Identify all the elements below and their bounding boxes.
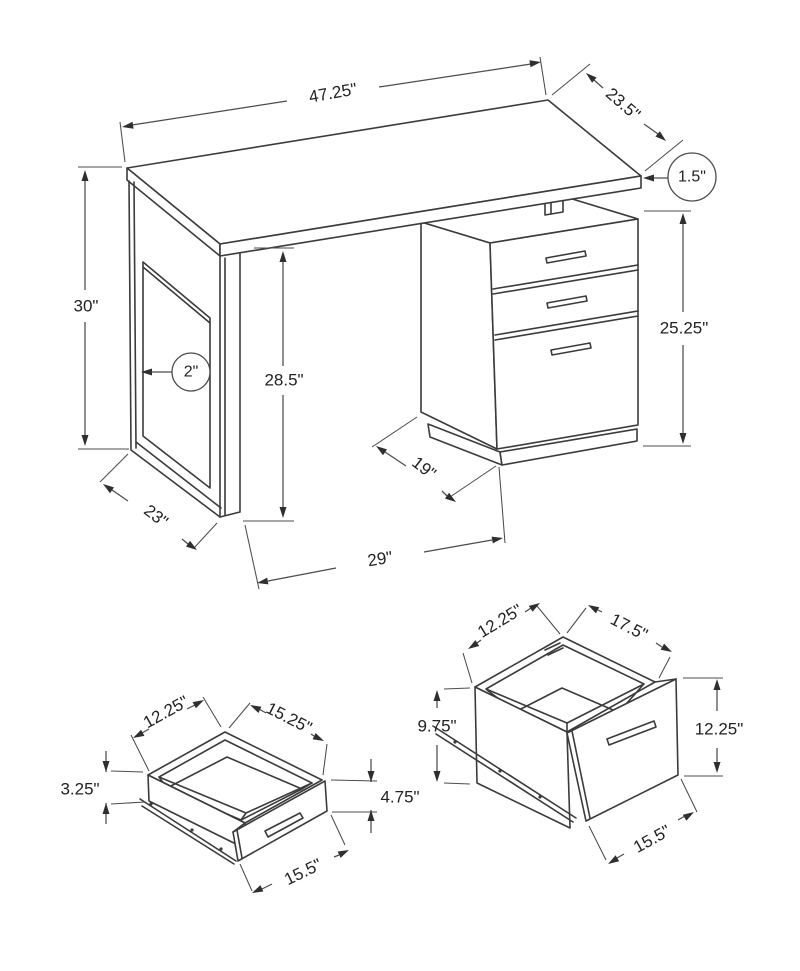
desk-view — [74, 57, 716, 589]
rail-rivet — [453, 740, 456, 743]
rail-rivet — [149, 802, 152, 805]
dim-label-file-front-height: 12.25" — [694, 719, 744, 739]
dim-label-file-front-width: 15.5" — [630, 821, 674, 857]
dim-label-desk-height: 30" — [73, 296, 99, 316]
arrowhead — [280, 507, 287, 518]
dim-small-front-height — [331, 759, 420, 833]
extension-line — [331, 780, 377, 812]
arrowhead — [608, 855, 619, 864]
arrowhead — [434, 690, 441, 701]
arrowhead — [252, 885, 263, 893]
dim-label-clearance: 28.5" — [264, 370, 304, 390]
arrowhead — [82, 170, 89, 181]
arrowhead — [680, 213, 687, 224]
dim-label-small-width: 15.25" — [263, 698, 315, 738]
arrowhead — [186, 541, 197, 550]
arrowhead — [103, 761, 110, 772]
dim-label-small-side-height: 3.25" — [60, 779, 100, 799]
file-drawer-body — [433, 637, 678, 828]
rail-rivet — [498, 769, 501, 772]
desk-pedestal — [421, 198, 638, 465]
pedestal-left-face — [421, 222, 497, 449]
arrowhead — [257, 578, 268, 585]
dim-opening-width — [245, 467, 505, 589]
side-apron-bottom-edge — [143, 267, 210, 323]
pedestal-front-face — [490, 219, 638, 449]
arrowhead — [82, 435, 89, 446]
arrowhead — [683, 812, 694, 821]
dim-label-cabinet-depth: 19" — [408, 452, 440, 484]
arrowhead — [280, 251, 287, 262]
leg-front-post-edges — [220, 253, 240, 517]
arrowhead — [122, 122, 134, 129]
arrowhead — [714, 679, 721, 690]
dim-label-opening-width: 29" — [366, 547, 394, 571]
arrowhead — [193, 700, 204, 708]
dim-label-file-width: 17.5" — [607, 609, 651, 645]
arrowhead — [661, 644, 672, 652]
dim-label-small-depth: 12.25" — [140, 691, 192, 733]
dim-file-side-height — [417, 688, 470, 784]
arrowhead — [714, 762, 721, 773]
rail-rivet — [219, 847, 222, 850]
arrowhead — [338, 850, 349, 858]
dim-label-file-side-height: 9.75" — [417, 716, 457, 736]
dim-desk-height — [74, 167, 129, 449]
dim-label-cabinet-height: 25.25" — [659, 318, 709, 338]
arrowhead — [103, 803, 110, 814]
arrowhead — [103, 484, 114, 493]
arrowhead — [376, 446, 387, 455]
dim-label-small-front-width: 15.5" — [281, 854, 325, 890]
arrowhead — [468, 640, 479, 649]
dim-label-file-depth: 12.25" — [474, 600, 526, 642]
arrowhead — [313, 733, 324, 741]
dim-file-front-height — [683, 678, 743, 776]
file-drawer-view — [417, 600, 743, 864]
dim-label-side-depth: 23" — [140, 500, 172, 532]
dim-label-desk-width: 47.25" — [307, 79, 359, 107]
dim-label-top-thickness: 1.5" — [678, 168, 706, 186]
arrowhead — [588, 605, 599, 613]
extension-line — [245, 467, 505, 589]
arrowhead — [133, 730, 144, 738]
rail-rivet — [538, 795, 541, 798]
dim-label-desk-depth: 23.5" — [602, 83, 644, 125]
arrowhead — [680, 433, 687, 444]
dim-label-small-front-height: 4.75" — [380, 787, 420, 807]
small-drawer-body — [140, 732, 327, 864]
dim-clearance-height — [243, 248, 304, 521]
small-drawer-view — [60, 692, 419, 893]
dim-label-frame-thickness: 2" — [183, 363, 199, 381]
rail-rivet — [190, 828, 193, 831]
arrowhead — [250, 705, 261, 713]
dim-top-thickness — [643, 153, 716, 201]
arrowhead — [434, 771, 441, 782]
arrowhead — [492, 537, 503, 544]
arrowhead — [643, 175, 654, 182]
arrowhead — [529, 60, 541, 67]
dim-frame-thickness — [141, 353, 210, 391]
dim-small-side-height — [60, 751, 145, 824]
dim-cabinet-height — [643, 211, 708, 446]
